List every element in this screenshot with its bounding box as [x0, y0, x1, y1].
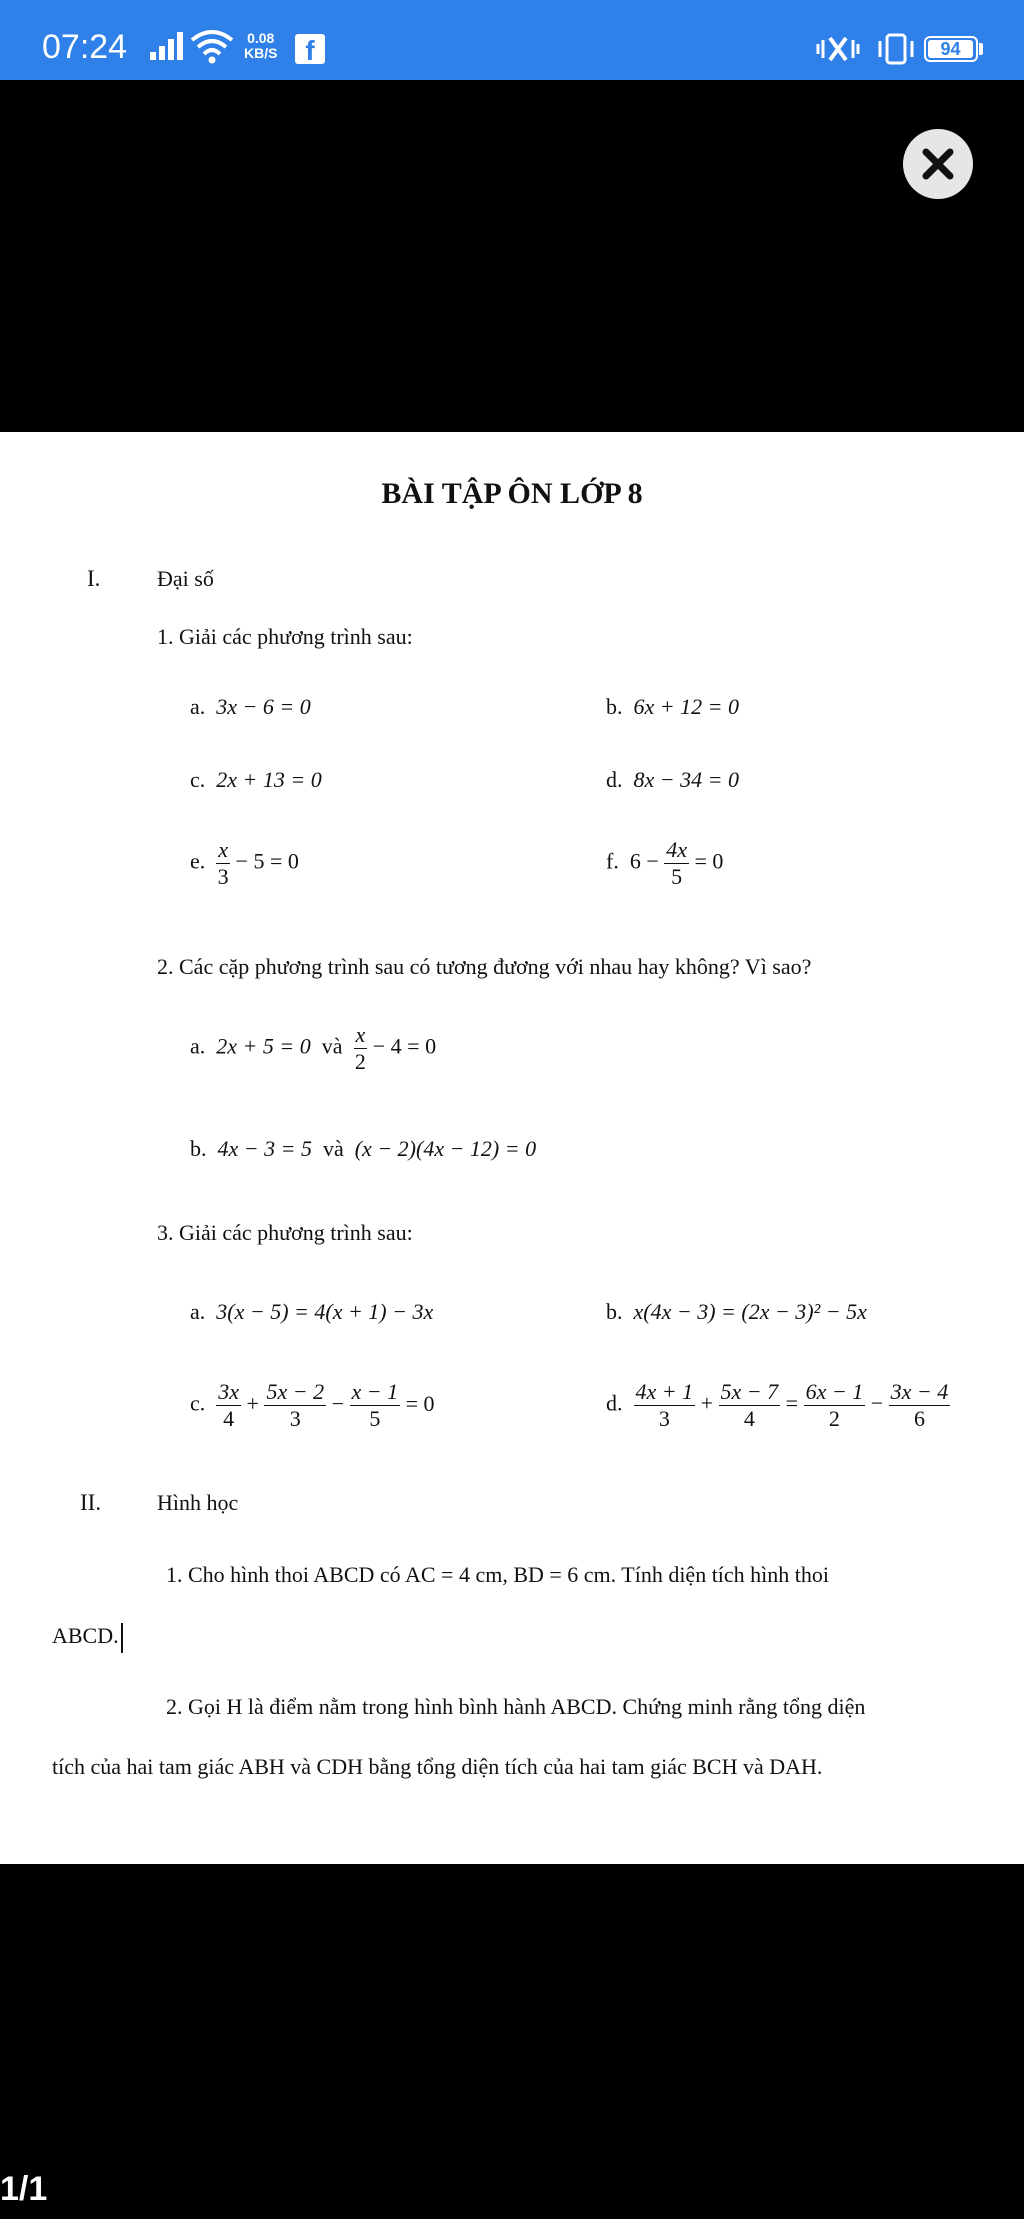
q1-f-label: f. [606, 848, 619, 874]
q1-a-label: a. [190, 694, 206, 719]
q1-b [606, 694, 739, 720]
q3-c-num-3: x − 1 [351, 1379, 399, 1404]
q3-c-rest: = 0 [400, 1390, 435, 1416]
g2-line2: tích của hai tam giác ABH và CDH bằng tổng diện tích của hai tam giác BCH và DAH. [52, 1754, 823, 1779]
q3-d-num-2: 5x − 7 [720, 1379, 779, 1404]
q1-c [190, 767, 322, 793]
q3-c-op-2: − [331, 1390, 344, 1416]
q2-title: 2. Các cặp phương trình sau có tương đương với nhau hay không? Vì sao? [157, 954, 812, 979]
battery-icon [924, 36, 978, 62]
q3-a-expr: 3(x − 5) = 4(x + 1) − 3x [216, 1299, 434, 1324]
q1-c-label: c. [190, 767, 206, 792]
q3-c-num-2: 5x − 2 [266, 1379, 325, 1404]
q3-c-terms [216, 1379, 435, 1431]
g1-line2-text: ABCD. [52, 1623, 119, 1649]
q1-e-rest: − 5 = 0 [230, 848, 299, 874]
vibrate-mute-icon [816, 32, 860, 66]
q2-a-label: a. [190, 1033, 206, 1059]
battery-tip [979, 43, 983, 55]
q3-d-op-3: − [870, 1390, 884, 1416]
q3-d-frac-3 [804, 1379, 866, 1432]
q3-a-label: a. [190, 1299, 206, 1324]
section2-title: Hình học [157, 1490, 239, 1515]
q1-e [190, 837, 299, 890]
q3-c-label: c. [190, 1390, 206, 1416]
q1-title: 1. Giải các phương trình sau: [157, 624, 413, 649]
q3-d-op-1: + [700, 1390, 714, 1416]
q2-b-expr2: (x − 2)(4x − 12) = 0 [354, 1136, 537, 1161]
q2-b-label: b. [190, 1136, 207, 1161]
network-speed-value: 0.08 [247, 30, 275, 46]
q1-f [606, 837, 723, 890]
wifi-icon [190, 30, 234, 64]
q1-a [190, 694, 311, 720]
q1-f-rest: = 0 [689, 848, 724, 874]
page-title: BÀI TẬP ÔN LỚP 8 [381, 477, 643, 510]
q1-d-expr: 8x − 34 = 0 [633, 767, 739, 792]
q3-c-den-3: 5 [369, 1406, 381, 1431]
q2-b-and: và [322, 1136, 344, 1161]
q3-d-den-2: 4 [743, 1406, 755, 1431]
close-button[interactable] [903, 129, 973, 199]
g1-line2 [52, 1623, 123, 1653]
q2-a-expr1: 2x + 5 = 0 [216, 1033, 311, 1059]
q1-e-numerator: x [218, 837, 229, 862]
q1-e-fraction [216, 837, 230, 890]
q1-a-expr: 3x − 6 = 0 [216, 694, 311, 719]
q3-d-frac-2 [719, 1379, 781, 1432]
signal-icon [150, 30, 184, 62]
q3-c-den-1: 4 [223, 1406, 235, 1431]
q3-b-expr: x(4x − 3) = (2x − 3)² − 5x [633, 1299, 867, 1324]
q2-a-and: và [321, 1033, 343, 1059]
q2-a-rest: − 4 = 0 [367, 1033, 437, 1059]
q3-d-op-2: = [785, 1390, 799, 1416]
q3-c-op-1: + [246, 1390, 259, 1416]
q3-d-num-4: 3x − 4 [890, 1379, 949, 1404]
g2-line1: 2. Gọi H là điểm nằm trong hình bình hành ABCD. Chứng minh rằng tổng diện [166, 1694, 866, 1719]
q3-d-den-3: 2 [828, 1406, 840, 1431]
section1-number: I. [87, 566, 101, 591]
q3-d-num-3: 6x − 1 [805, 1379, 864, 1404]
network-speed [244, 31, 277, 61]
q3-d [606, 1379, 950, 1432]
q1-b-label: b. [606, 694, 623, 719]
vibrate-icon [876, 32, 916, 66]
q3-c-num-1: 3x [218, 1379, 240, 1404]
q3-d-den-1: 3 [658, 1406, 670, 1431]
q3-c-frac-1 [216, 1379, 241, 1432]
q1-d-label: d. [606, 767, 623, 792]
q3-d-den-4: 6 [913, 1406, 925, 1431]
q2-a-numerator: x [355, 1022, 366, 1047]
q3-title: 3. Giải các phương trình sau: [157, 1220, 413, 1245]
q1-d [606, 767, 739, 793]
q3-c-den-2: 3 [289, 1406, 301, 1431]
close-icon [903, 129, 973, 199]
q2-a-fraction [354, 1022, 368, 1075]
q1-f-fraction [664, 837, 689, 890]
g1-line1: 1. Cho hình thoi ABCD có AC = 4 cm, BD = 6 cm. Tính diện tích hình thoi [166, 1562, 830, 1587]
q1-c-expr: 2x + 13 = 0 [216, 767, 322, 792]
q3-b-label: b. [606, 1299, 623, 1324]
status-time: 07:24 [42, 28, 128, 66]
network-speed-unit: KB/S [244, 45, 278, 61]
q3-c-frac-2 [264, 1379, 326, 1432]
q2-b-expr1: 4x − 3 = 5 [217, 1136, 312, 1161]
q1-e-label: e. [190, 848, 206, 874]
q3-d-frac-1 [634, 1379, 696, 1432]
q3-d-label: d. [606, 1390, 623, 1416]
q1-e-denominator: 3 [217, 864, 229, 889]
q3-a [190, 1299, 433, 1325]
q1-f-pre: 6 − [629, 848, 665, 874]
q2-a [190, 1022, 436, 1075]
q3-c [190, 1379, 435, 1432]
q1-f-denominator: 5 [671, 864, 683, 889]
q3-b [606, 1299, 867, 1325]
q1-b-expr: 6x + 12 = 0 [633, 694, 739, 719]
document-page [0, 432, 1024, 1864]
section2-number: II. [80, 1490, 102, 1515]
facebook-icon: f [295, 34, 325, 64]
q3-d-num-1: 4x + 1 [635, 1379, 694, 1404]
q2-a-denominator: 2 [354, 1049, 366, 1074]
q1-f-numerator: 4x [666, 837, 688, 862]
q3-d-frac-4 [889, 1379, 951, 1432]
section1-title: Đại số [157, 566, 214, 591]
q3-c-frac-3 [350, 1379, 401, 1432]
battery-level: 94 [928, 40, 973, 58]
text-cursor [121, 1623, 123, 1653]
status-bar [0, 0, 1024, 80]
page-indicator: 1/1 [0, 2170, 48, 2208]
q2-b [190, 1136, 536, 1162]
